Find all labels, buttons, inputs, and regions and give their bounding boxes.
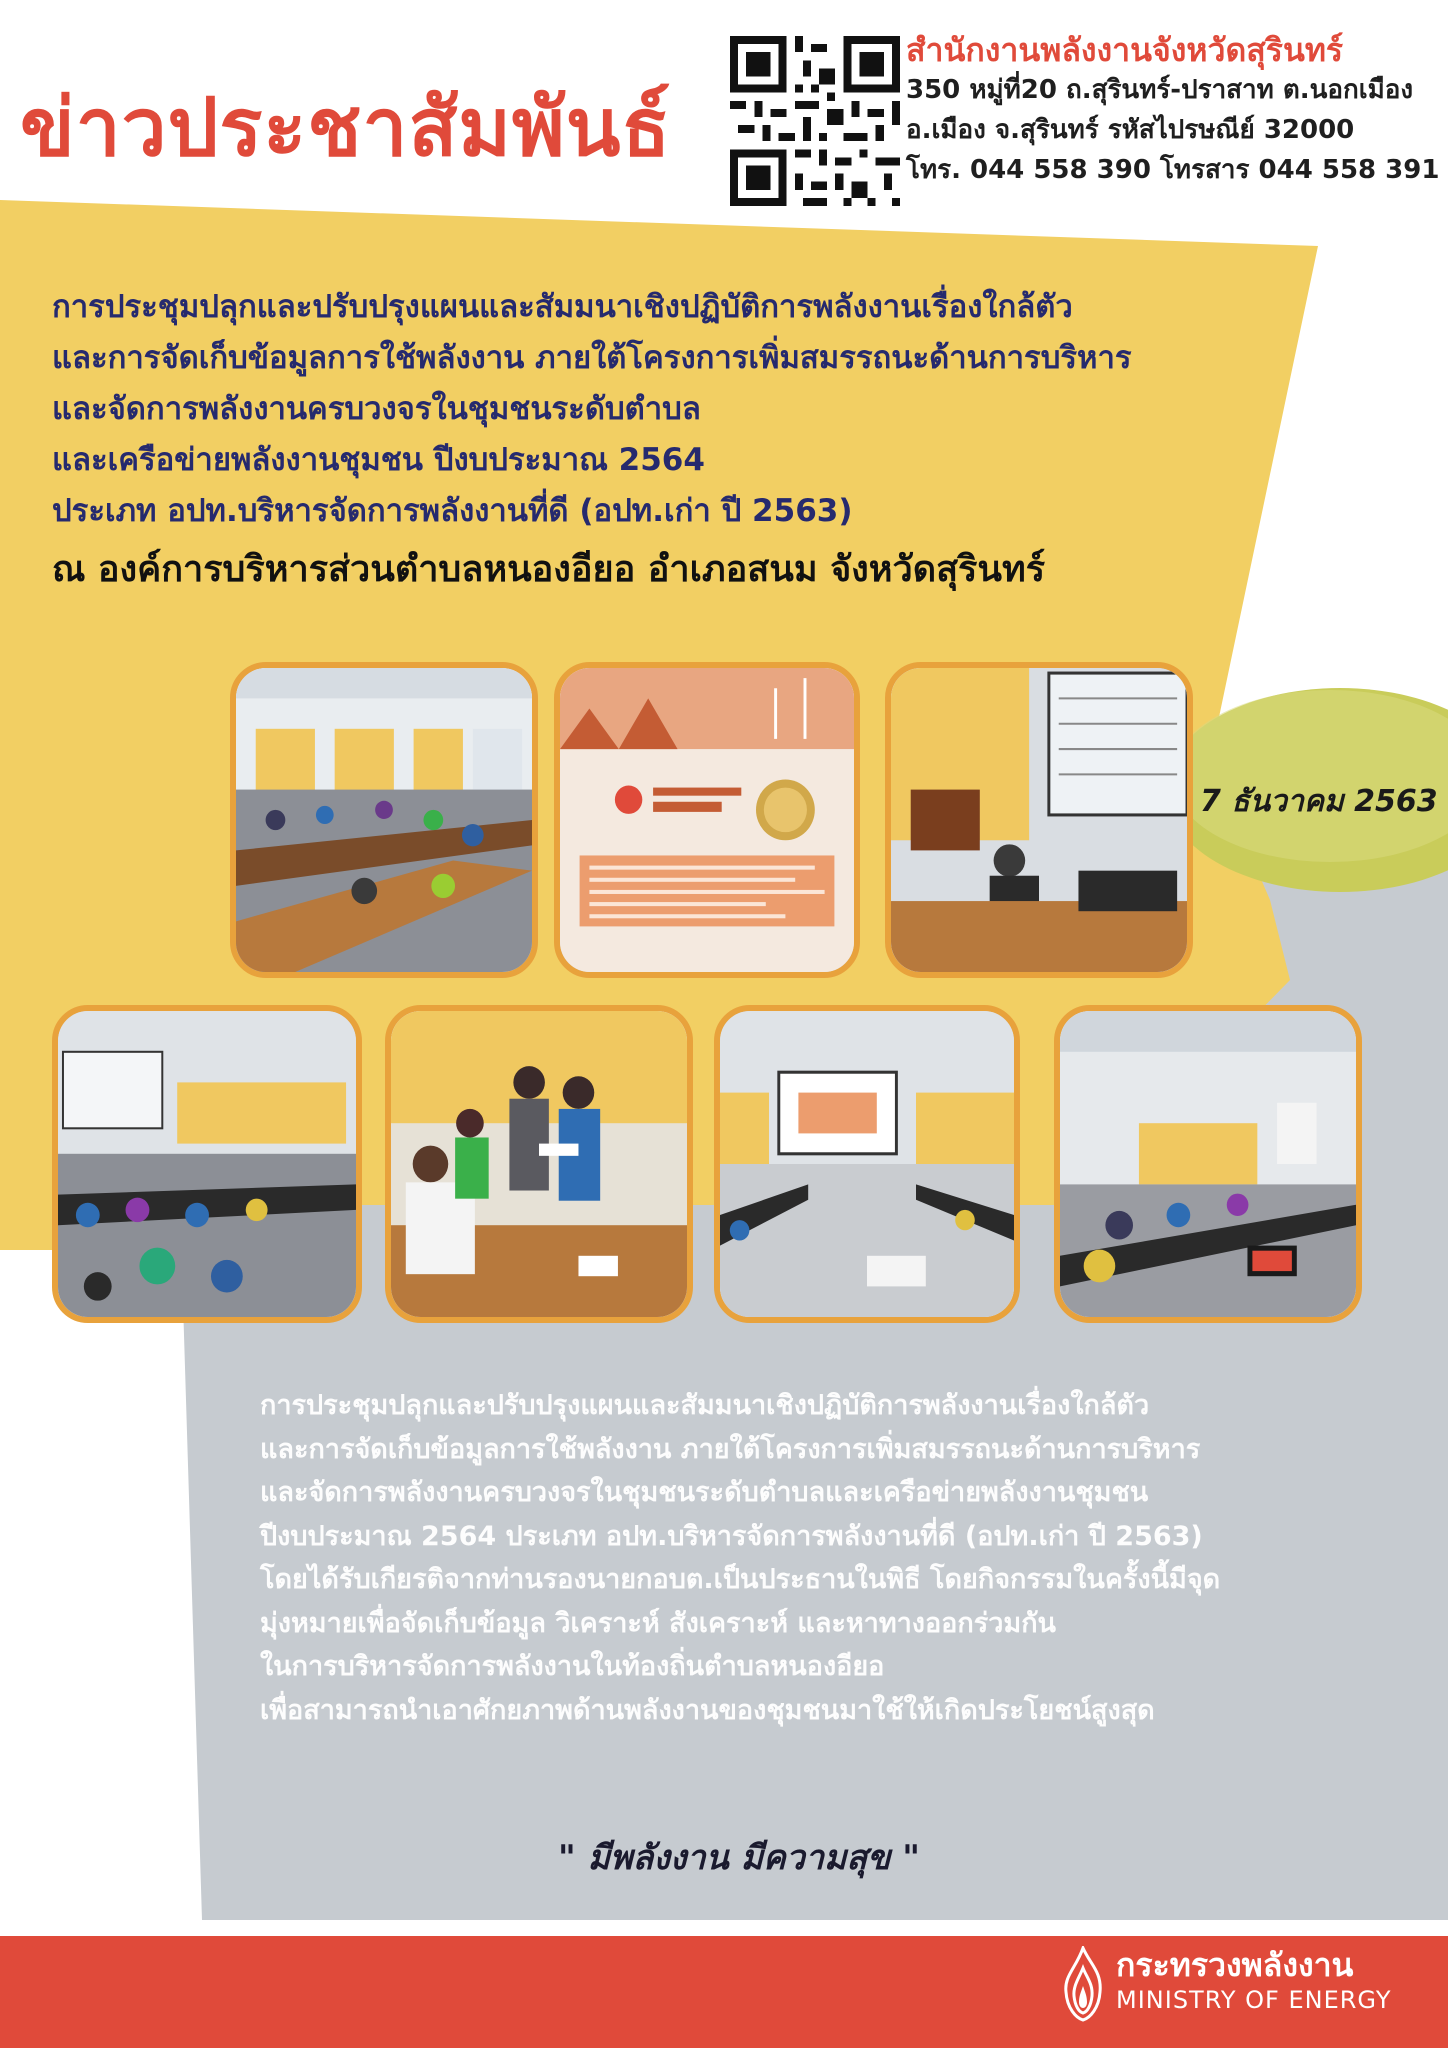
photo-meeting-room-wide (230, 662, 538, 978)
address-line-2: อ.เมือง จ.สุรินทร์ รหัสไปรษณีย์ 32000 (906, 115, 1355, 145)
office-name: สำนักงานพลังงานจังหวัดสุรินทร์ (906, 31, 1344, 69)
title-line-3: และจัดการพลังงานครบวงจรในชุมชนระดับตำบล (52, 391, 701, 427)
description-line-1: การประชุมปลุกและปรับปรุงแผนและสัมมนาเชิงปฏิบัติการพลังงานเรื่องใกล้ตัว (260, 1390, 1150, 1421)
description-line-2: และการจัดเก็บข้อมูลการใช้พลังงาน ภายใต้โครงการเพิ่มสมรรถนะด้านการบริหาร (260, 1433, 1201, 1465)
description-line-6: มุ่งหมายเพื่อจัดเก็บข้อมูล วิเคราะห์ สังเคราะห์ และหาทางออกร่วมกัน (260, 1607, 1057, 1639)
office-contact (906, 30, 1440, 190)
headline-title: ข่าวประชาสัมพันธ์ (20, 81, 672, 174)
photo-projection-slide (554, 662, 860, 978)
description-line-7: ในการบริหารจัดการพลังงานในท้องถิ่นตำบลหนองอียอ (260, 1651, 885, 1682)
event-description (260, 1384, 1426, 1732)
photo-participants-laptop (1054, 1005, 1362, 1323)
description-line-3: และจัดการพลังงานครบวงจรในชุมชนระดับตำบลและเครือข่ายพลังงานชุมชน (260, 1477, 1149, 1508)
photo-certificate-handover (385, 1005, 693, 1323)
event-date: 7 ธันวาคม 2563 (1200, 784, 1438, 819)
photo-speaker-podium (885, 662, 1193, 978)
phone-fax-line: โทร. 044 558 390 โทรสาร 044 558 391 (906, 155, 1440, 185)
title-line-4: และเครือข่ายพลังงานชุมชน ปีงบประมาณ 2564 (52, 442, 705, 478)
ministry-name-english: MINISTRY OF ENERGY (1116, 1986, 1392, 2014)
slogan: " มีพลังงาน มีความสุข " (558, 1838, 920, 1878)
photo-projector-hall (714, 1005, 1020, 1323)
description-line-8: เพื่อสามารถนำเอาศักยภาพด้านพลังงานของชุมชนมาใช้ให้เกิดประโยชน์สูงสุด (260, 1694, 1155, 1726)
ministry-name-thai: กระทรวงพลังงาน (1116, 1946, 1354, 1984)
address-line-1: 350 หมู่ที่20 ถ.สุรินทร์-ปราสาท ต.นอกเมือง (906, 75, 1414, 105)
flame-icon (1060, 1946, 1106, 2022)
ministry-logo (1060, 1940, 1420, 2030)
photo-audience-screen (52, 1005, 362, 1323)
description-line-5: โดยได้รับเกียรติจากท่านรองนายกอบต.เป็นประธานในพิธี โดยกิจกรรมในครั้งนี้มีจุด (260, 1564, 1221, 1595)
qr-code (730, 36, 900, 206)
title-line-5: ประเภท อปท.บริหารจัดการพลังงานที่ดี (อปท.เก่า ปี 2563) (52, 493, 853, 529)
title-line-1: การประชุมปลุกและปรับปรุงแผนและสัมมนาเชิงปฏิบัติการพลังงานเรื่องใกล้ตัว (52, 289, 1073, 325)
event-location: ณ องค์การบริหารส่วนตำบลหนองอียอ อำเภอสนม จังหวัดสุรินทร์ (52, 549, 1046, 590)
event-title (52, 282, 1312, 599)
description-line-4: ปีงบประมาณ 2564 ประเภท อปท.บริหารจัดการพลังงานที่ดี (อปท.เก่า ปี 2563) (260, 1520, 1203, 1552)
title-line-2: และการจัดเก็บข้อมูลการใช้พลังงาน ภายใต้โครงการเพิ่มสมรรถนะด้านการบริหาร (52, 340, 1132, 376)
